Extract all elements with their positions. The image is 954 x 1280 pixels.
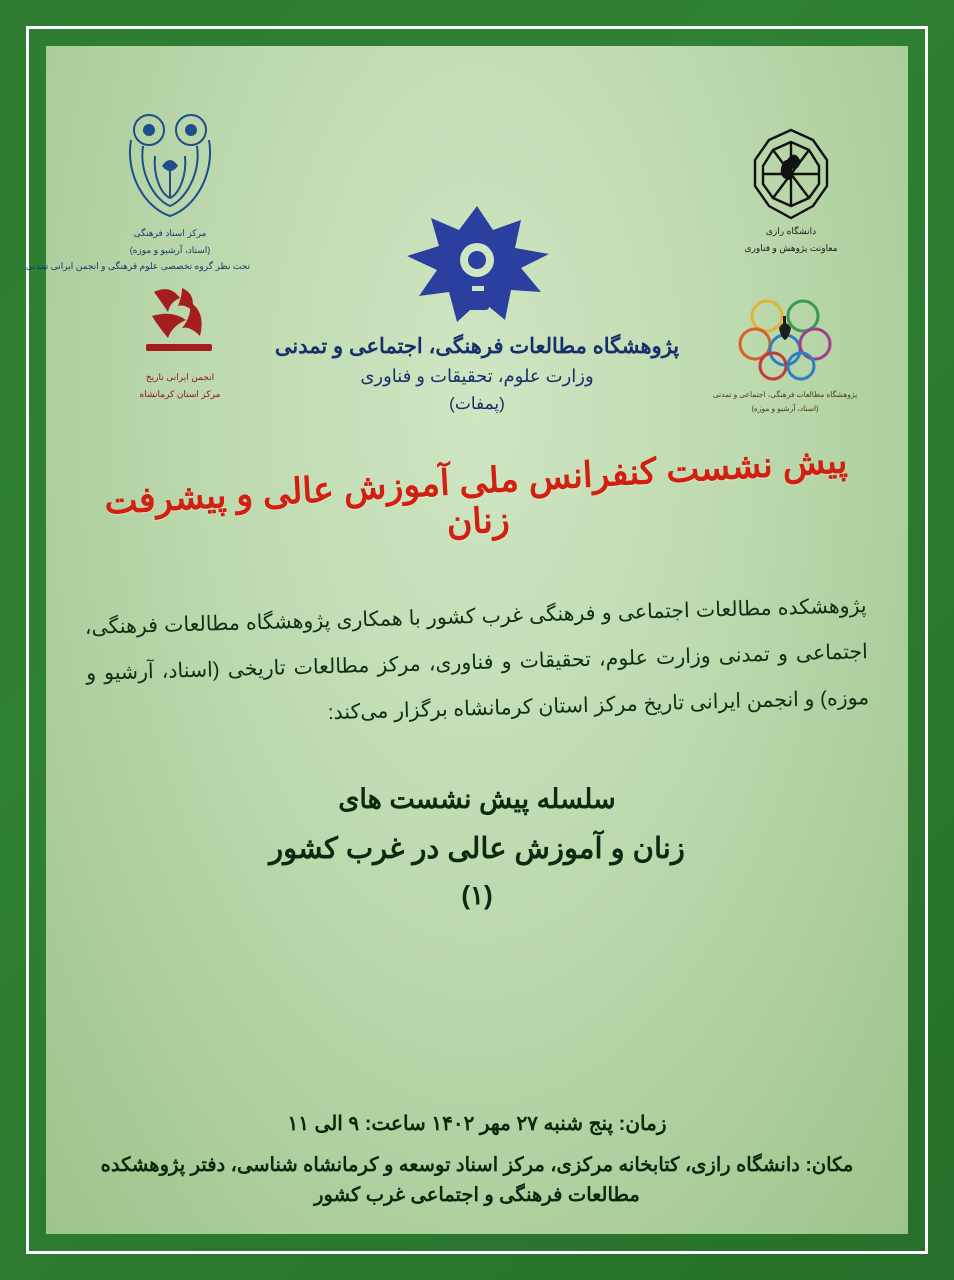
event-meta [80,1111,874,1210]
ihcs-logo-caption-1: مرکز اسناد فرهنگی [133,228,207,238]
ihcs-emblem-icon [90,112,250,224]
event-time-value: پنج شنبه ۲۷ مهر ۱۴۰۲ ساعت: ۹ الی ۱۱ [287,1112,614,1135]
series-line-1: سلسله پیش نشست های [338,784,616,815]
event-time-label: زمان: [618,1112,667,1135]
event-place-value: دانشگاه رازی، کتابخانه مرکزی، مرکز اسناد توسعه و کرمانشاه شناسی، دفتر پژوهشکده مطالعات فرهنگی و اجتماعی غرب کشور [100,1153,800,1206]
series-line-2: زنان و آموزش عالی در غرب کشور [269,833,685,866]
organizers-paragraph: پژوهشکده مطالعات اجتماعی و فرهنگی غرب کشور با همکاری پژوهشگاه مطالعات فرهنگی، اجتماعی و تمدنی وزارت علوم، تحقیقات و فناوری، مرکز مطالعات تاریخی (اسناد، آرشیو و موزه) و انجمن ایرانی تاریخ مرکز استان کرمانشاه برگزار می‌کند: [84,594,870,725]
documents-logo-caption-1: پژوهشگاه مطالعات فرهنگی، اجتماعی و تمدنی [712,390,858,399]
pemfat-acronym: (پمفات) [449,394,505,413]
page-title: پیش نشست کنفرانس ملی آموزش عالی و پیشرفت زنان [103,441,849,543]
history-association-emblem-icon [110,282,250,368]
razi-geometric-emblem-icon [716,126,866,222]
razi-logo-caption-2: معاونت پژوهش و فناوری [744,242,838,253]
pemfat-title: پژوهشگاه مطالعات فرهنگی، اجتماعی و تمدنی [274,335,680,358]
history-association-logo [110,282,250,401]
logo-band [25,64,874,436]
ihcs-logo-caption-3: تحت نظر گروه تخصصی علوم فرهنگی و انجمن ایرانی تمدنی [25,261,250,271]
history-logo-caption-2: مرکز استان کرمانشاه [139,388,221,399]
razi-logo-caption-1: دانشگاه رازی [765,226,817,236]
event-place-label: مکان: [805,1153,854,1176]
event-place-row [80,1150,874,1210]
pemfat-subtitle: وزارت علوم، تحقیقات و فناوری [360,366,594,386]
history-logo-caption-1: انجمن ایرانی تاریخ [145,372,215,382]
olympic-rings-emblem-icon [710,290,860,386]
razi-university-logo [716,126,866,255]
series-line-3: (۱) [461,880,493,911]
documents-logo-caption-2: (اسناد، آرشیو و موزه) [751,404,819,414]
poster-sheet [25,46,908,1234]
series-block [80,784,874,911]
documents-center-logo [710,290,860,415]
event-time-row [80,1111,874,1136]
pemfat-logo [247,204,707,414]
eight-point-star-icon [401,204,553,328]
ihcs-logo [25,112,250,274]
ihcs-logo-caption-2: (اسناد، آرشیو و موزه) [129,244,211,255]
pemfat-star-wrap [247,204,707,328]
